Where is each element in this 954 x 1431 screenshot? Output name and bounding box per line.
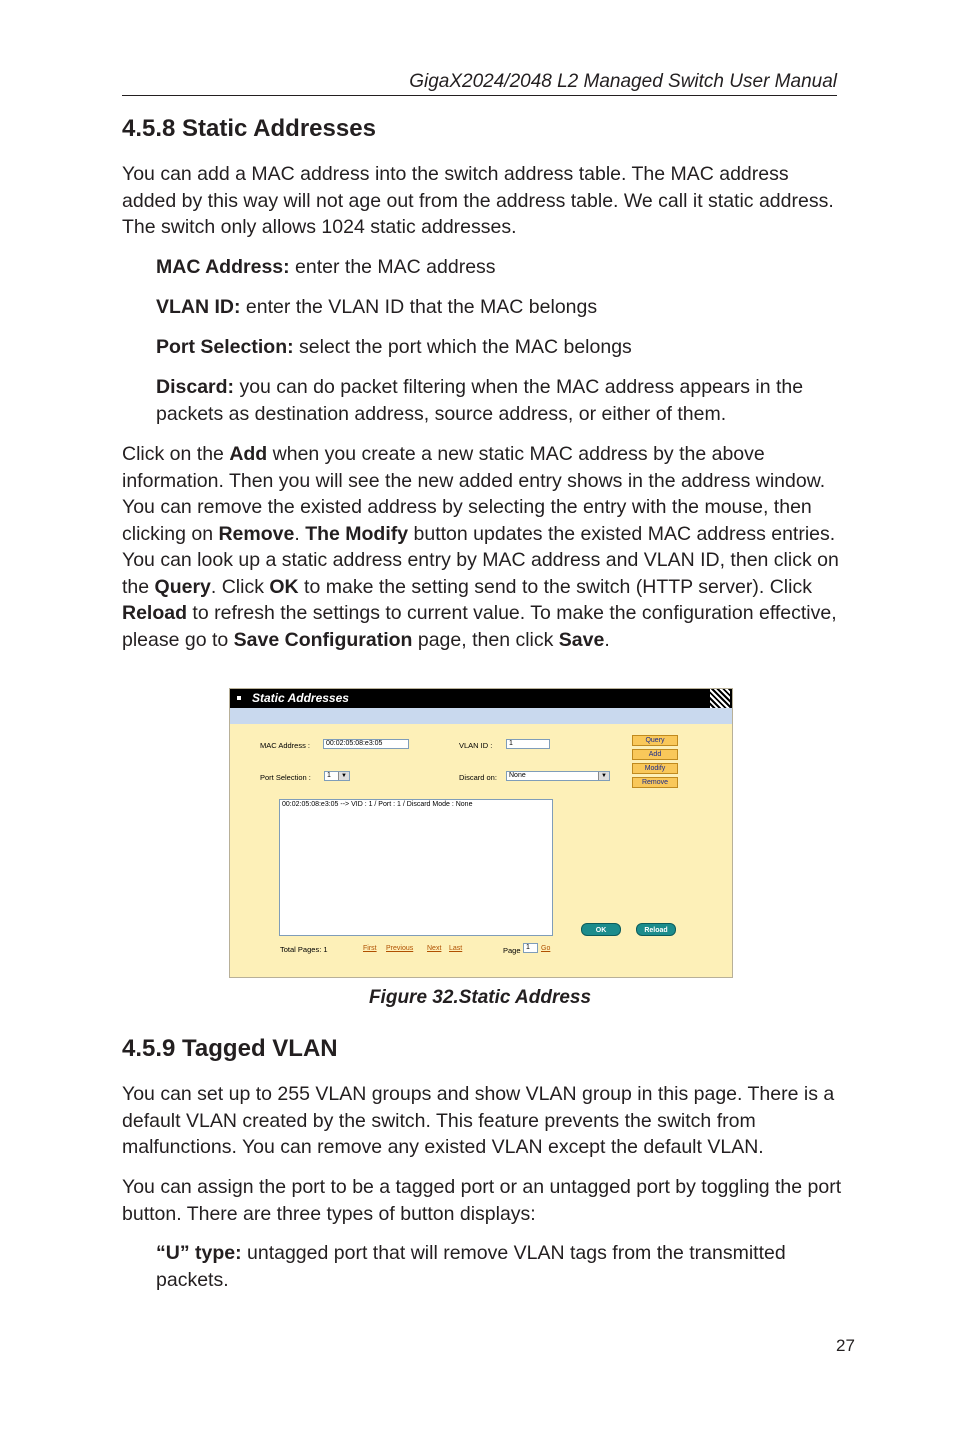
vlan-id-label: VLAN ID : <box>459 741 493 750</box>
mac-address-input[interactable]: 00:02:05:08:e3:05 <box>323 739 409 749</box>
port-selection-label: Port Selection : <box>260 773 311 782</box>
remove-button[interactable]: Remove <box>632 777 678 788</box>
u-type-term: “U” type: <box>156 1242 242 1264</box>
vlan-id-input[interactable]: 1 <box>506 739 550 749</box>
port-selection-value: 1 <box>327 772 331 779</box>
figure-title: Static Addresses <box>252 691 349 705</box>
discard-on-select[interactable] <box>506 771 610 781</box>
static-addresses-figure <box>229 688 733 978</box>
dropdown-arrow-icon: ▼ <box>338 772 349 780</box>
field-vlan-id <box>156 294 846 321</box>
previous-link[interactable]: Previous <box>386 945 414 952</box>
field-desc: select the port which the MAC belongs <box>293 336 632 358</box>
field-term: Discard: <box>156 376 235 398</box>
instructions-paragraph: Click on the Add when you create a new static MAC address by the above information. Then you will see the new added entry shows in the address window. You can remove the existed address by selecting the entry with the mouse, then clicking on Remove. The Modify button updates the existed MAC address entries. You can look up a static address entry by MAC address and VLAN ID, then click on the Query. Click OK to make the setting send to the switch (HTTP server). Click Reload to refresh the settings to current value. To make the configuration effective, please go to Save Configuration page, then click Save. <box>122 443 839 651</box>
field-desc: enter the VLAN ID that the MAC belongs <box>240 296 598 318</box>
page-number: 27 <box>836 1336 855 1355</box>
vlan-paragraph-1: You can set up to 255 VLAN groups and show VLAN group in this page. There is a default VLAN created by the switch. This feature prevents the switch from malfunctions. You can remove any existed VLAN except the default VLAN. <box>122 1083 835 1158</box>
query-button[interactable]: Query <box>632 735 678 746</box>
total-pages: Total Pages: 1 <box>280 945 328 954</box>
section-heading-static-addresses: 4.5.8 Static Addresses <box>122 115 376 142</box>
ok-button[interactable]: OK <box>581 923 621 936</box>
port-selection-select[interactable] <box>324 771 350 781</box>
u-type-item <box>156 1240 846 1293</box>
next-link[interactable]: Next <box>427 945 442 952</box>
header-rule <box>122 95 837 96</box>
discard-on-label: Discard on: <box>459 773 497 782</box>
reload-button[interactable]: Reload <box>636 923 676 936</box>
intro-paragraph: You can add a MAC address into the switch address table. The MAC address added by this way will not age out from the address table. We call it static address. The switch only allows 1024 static addresses. <box>122 163 834 238</box>
page-input[interactable]: 1 <box>523 943 538 953</box>
checker-pattern-icon <box>710 689 730 708</box>
u-type-desc: untagged port that will remove VLAN tags from the transmitted packets. <box>156 1242 786 1291</box>
last-link[interactable]: Last <box>449 945 463 952</box>
page-label: Page <box>503 946 521 955</box>
address-list[interactable] <box>279 799 553 936</box>
field-term: MAC Address: <box>156 256 290 278</box>
list-item[interactable]: 00:02:05:08:e3:05 --> VID : 1 / Port : 1 / Discard Mode : None <box>282 801 473 808</box>
dropdown-arrow-icon: ▼ <box>598 772 609 780</box>
modify-button[interactable]: Modify <box>632 763 678 774</box>
mac-address-label: MAC Address : <box>260 741 311 750</box>
section-heading-tagged-vlan: 4.5.9 Tagged VLAN <box>122 1035 338 1062</box>
discard-on-value: None <box>509 772 526 779</box>
bullet-icon <box>237 696 241 700</box>
field-desc: enter the MAC address <box>289 256 496 278</box>
figure-header-strip <box>230 708 732 724</box>
field-mac-address <box>156 254 846 281</box>
field-discard <box>156 374 846 427</box>
go-link[interactable]: Go <box>541 945 551 952</box>
first-link[interactable]: First <box>363 945 377 952</box>
figure-title-bar <box>230 689 732 708</box>
figure-caption: Figure 32.Static Address <box>368 987 592 1008</box>
field-port-selection <box>156 334 846 361</box>
vlan-paragraph-2: You can assign the port to be a tagged port or an untagged port by toggling the port button. There are three types of button displays: <box>122 1176 842 1225</box>
field-term: VLAN ID: <box>156 296 241 318</box>
add-button[interactable]: Add <box>632 749 678 760</box>
field-desc: you can do packet filtering when the MAC address appears in the packets as destination address, source address, or either of them. <box>156 376 804 425</box>
field-term: Port Selection: <box>156 336 294 358</box>
running-header: GigaX2024/2048 L2 Managed Switch User Manual <box>409 71 837 92</box>
